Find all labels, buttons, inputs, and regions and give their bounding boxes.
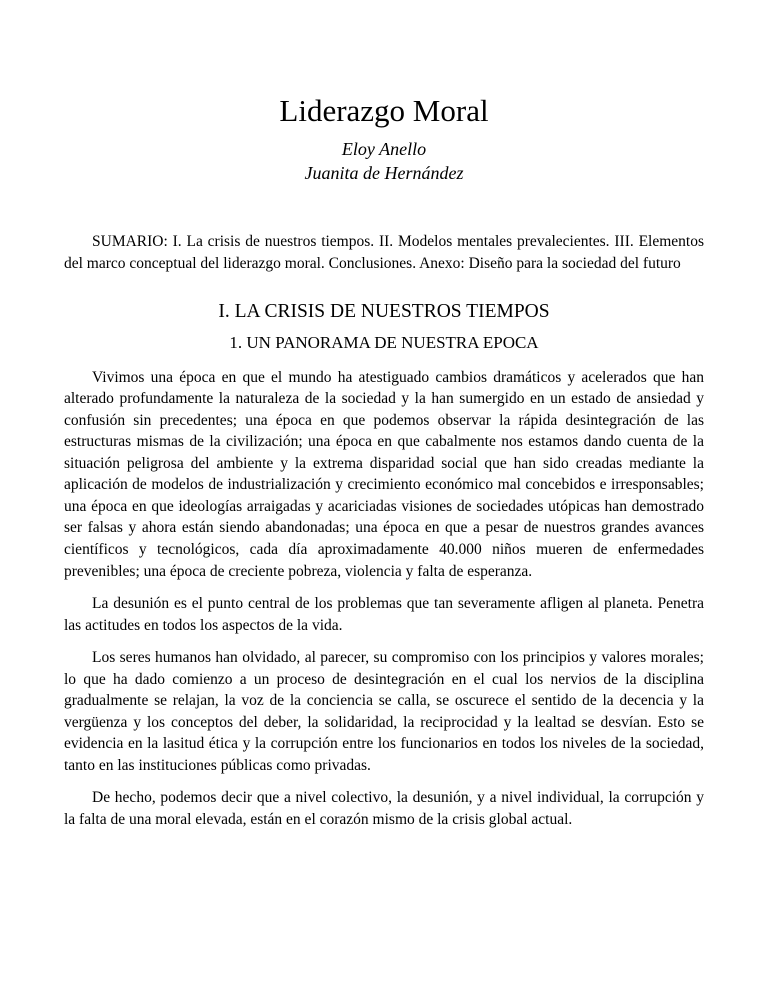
author-line-2: Juanita de Hernández [304,162,464,183]
section-heading: I. LA CRISIS DE NUESTROS TIEMPOS [218,300,550,322]
body-paragraph: De hecho, podemos decir que a nivel colectivo, la desunión, y a nivel individual, la corrupción y la falta de una moral elevada, están en el corazón mismo de la crisis global actual. [64,789,704,828]
author-line-1: Eloy Anello [341,138,427,159]
document-title: Liderazgo Moral [279,93,489,128]
body-paragraph: La desunión es el punto central de los problemas que tan severamente afligen al planeta. Penetra las actitudes en todos los aspectos de la vida. [64,595,704,634]
body-paragraph: Los seres humanos han olvidado, al parecer, su compromiso con los principios y valores morales; lo que ha dado comienzo a un proceso de desintegración en el cual los nervios de la disciplina gradualmente se relajan, la voz de la conciencia se calla, se oscurece el sentido de la decencia y la vergüenza y los conceptos del deber, la solidaridad, la reciprocidad y la lealtad se desvían. Esto se evidencia en la lasitud ética y la corrupción entre los funcionarios en todos los niveles de la sociedad, tanto en las instituciones públicas como privadas. [64,649,704,774]
subsection-heading: 1. UN PANORAMA DE NUESTRA EPOCA [229,333,539,353]
summary-paragraph: SUMARIO: I. La crisis de nuestros tiempos. II. Modelos mentales prevalecientes. III. Elementos del marco conceptual del liderazgo moral. Conclusiones. Anexo: Diseño para la sociedad del futuro [64,233,704,272]
body-paragraph: Vivimos una época en que el mundo ha atestiguado cambios dramáticos y acelerados que han alterado profundamente la naturaleza de la sociedad y la han sumergido en un estado de ansiedad y confusión sin precedentes; una época en que podemos observar la rápida desintegración de las estructuras mismas de la civilización; una época en que cabalmente nos estamos dando cuenta de la situación peligrosa del ambiente y la extrema disparidad social que han sido creadas mediante la aplicación de modelos de industrialización y crecimiento económico mal concebidos e irresponsables; una época en que ideologías arraigadas y acariciadas visiones de sociedades utópicas han demostrado ser falsas y ahora están siendo abandonadas; una época en que a pesar de nuestros grandes avances científicos y tecnológicos, cada día aproximadamente 40.000 niños mueren de enfermedades prevenibles; una época de creciente pobreza, violencia y falta de esperanza. [64,368,704,580]
